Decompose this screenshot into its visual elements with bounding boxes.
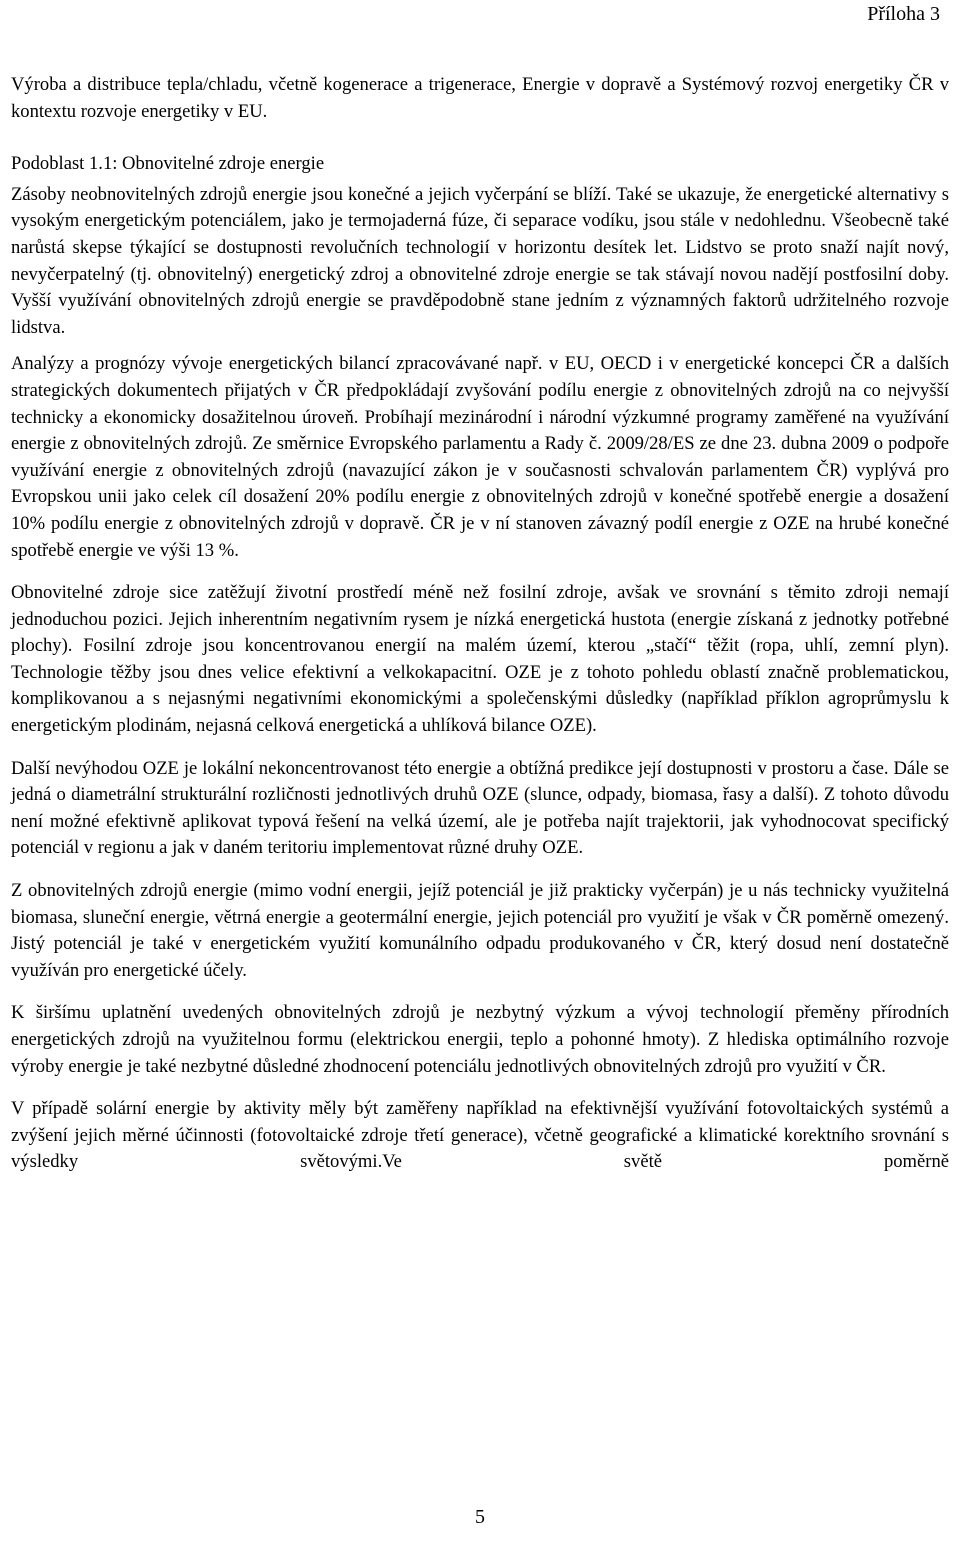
paragraph-3: Obnovitelné zdroje sice zatěžují životní prostředí méně než fosilní zdroje, avšak ve srovnání s těmito zdroji nemají jednoduchou pozici. Jejich inherentním negativním rysem je nízká energetická hustota (energie získaná z jednotky potřebné plochy). Fosilní zdroje jsou koncentrovanou energií na malém území, kterou „stačí“ těžit (ropa, uhlí, zemní plyn). Technologie těžby jsou dnes velice efektivní a velkokapacitní. OZE je z tohoto pohledu oblastí značně problematickou, komplikovanou a s nejasnými negativními ekonomickými a společenskými důsledky (například příklon agroprůmyslu k energetickým plodinám, nejasná celková energetická a uhlíková bilance OZE).	[11, 582, 949, 737]
paragraph-1: Zásoby neobnovitelných zdrojů energie jsou konečné a jejich vyčerpání se blíží. Také se ukazuje, že energetické alternativy s vysokým energetickým potenciálem, jako je termojaderná fúze, či separace vodíku, jsou stále v nedohlednu. Všeobecně také narůstá skepse týkající se dostupnosti revolučních technologií v horizontu desítek let. Lidstvo se proto snaží najít nový, nevyčerpatelný (tj. obnovitelný) energetický zdroj a obnovitelné zdroje energie se tak stávají novou nadějí postfosilní doby. Vyšší využívání obnovitelných zdrojů energie se pravděpodobně stane jedním z významných faktorů udržitelného rozvoje lidstva.	[11, 183, 949, 338]
paragraph-2: Analýzy a prognózy vývoje energetických bilancí zpracovávané např. v EU, OECD i v energetické koncepci ČR a dalších strategických dokumentech přijatých v ČR předpokládají zvyšování podílu energie z obnovitelných zdrojů na co nejvyšší technicky a ekonomicky dosažitelnou úroveň. Probíhají mezinárodní i národní výzkumné programy zaměřené na využívání energie z obnovitelných zdrojů. Ze směrnice Evropského parlamentu a Rady č. 2009/28/ES ze dne 23. dubna 2009 o podpoře využívání energie z obnovitelných zdrojů (navazující zákon je v současnosti schvalován parlamentem ČR) vyplývá pro Evropskou unii jako celek cíl dosažení 20% podílu energie z obnovitelných zdrojů v konečné spotřebě energie a dosažení 10% podílu energie z obnovitelných zdrojů v dopravě. ČR je v ní stanoven závazný podíl energie z OZE na hrubé konečné spotřebě energie ve výši 13 %.	[11, 353, 949, 561]
paragraph-5: Z obnovitelných zdrojů energie (mimo vodní energii, jejíž potenciál je již prakticky vyčerpán) je u nás technicky využitelná biomasa, sluneční energie, větrná energie a geotermální energie, jejich potenciál pro využití je však v ČR poměrně omezený. Jistý potenciál je také v energetickém využití komunálního odpadu produkovaného v ČR, který dosud není dostatečně využíván pro energetické účely.	[11, 880, 949, 981]
paragraph-6: K širšímu uplatnění uvedených obnovitelných zdrojů je nezbytný výzkum a vývoj technologií přeměny přírodních energetických zdrojů na využitelnou formu (elektrickou energii, teplo a pohonné hmoty). Z hlediska optimálního rozvoje výroby energie je také nezbytné důsledné zhodnocení potenciálu jednotlivých obnovitelných zdrojů pro využití v ČR.	[11, 1002, 949, 1077]
paragraph-7: V případě solární energie by aktivity měly být zaměřeny například na efektivnější využívání fotovoltaických systémů a zvýšení jejich měrné účinnosti (fotovoltaické zdroje třetí generace), včetně geografické a klimatické korektního srovnání s výsledky světovými.Ve světě poměrně	[11, 1098, 949, 1173]
annex-label: Příloha 3	[867, 3, 940, 25]
page-number: 5	[475, 1506, 485, 1528]
document-title: Výroba a distribuce tepla/chladu, včetně kogenerace a trigenerace, Energie v dopravě a Systémový rozvoj energetiky ČR v kontextu rozvoje energetiky v EU.	[11, 74, 949, 122]
document-body	[11, 72, 949, 1192]
paragraph-4: Další nevýhodou OZE je lokální nekoncentrovanost této energie a obtížná predikce její dostupnosti v prostoru a čase. Dále se jedná o diametrální strukturální rozličnosti jednotlivých druhů OZE (slunce, odpady, biomasa, řasy a další). Z tohoto důvodu není možné efektivně aplikovat typová řešení na velká území, ale je potřeba najít trajektorii, jak vyhodnocovat specifický potenciál v regionu a jak v daném teritoriu implementovat různé druhy OZE.	[11, 757, 949, 859]
subsection-heading: Podoblast 1.1: Obnovitelné zdroje energie	[11, 153, 325, 175]
